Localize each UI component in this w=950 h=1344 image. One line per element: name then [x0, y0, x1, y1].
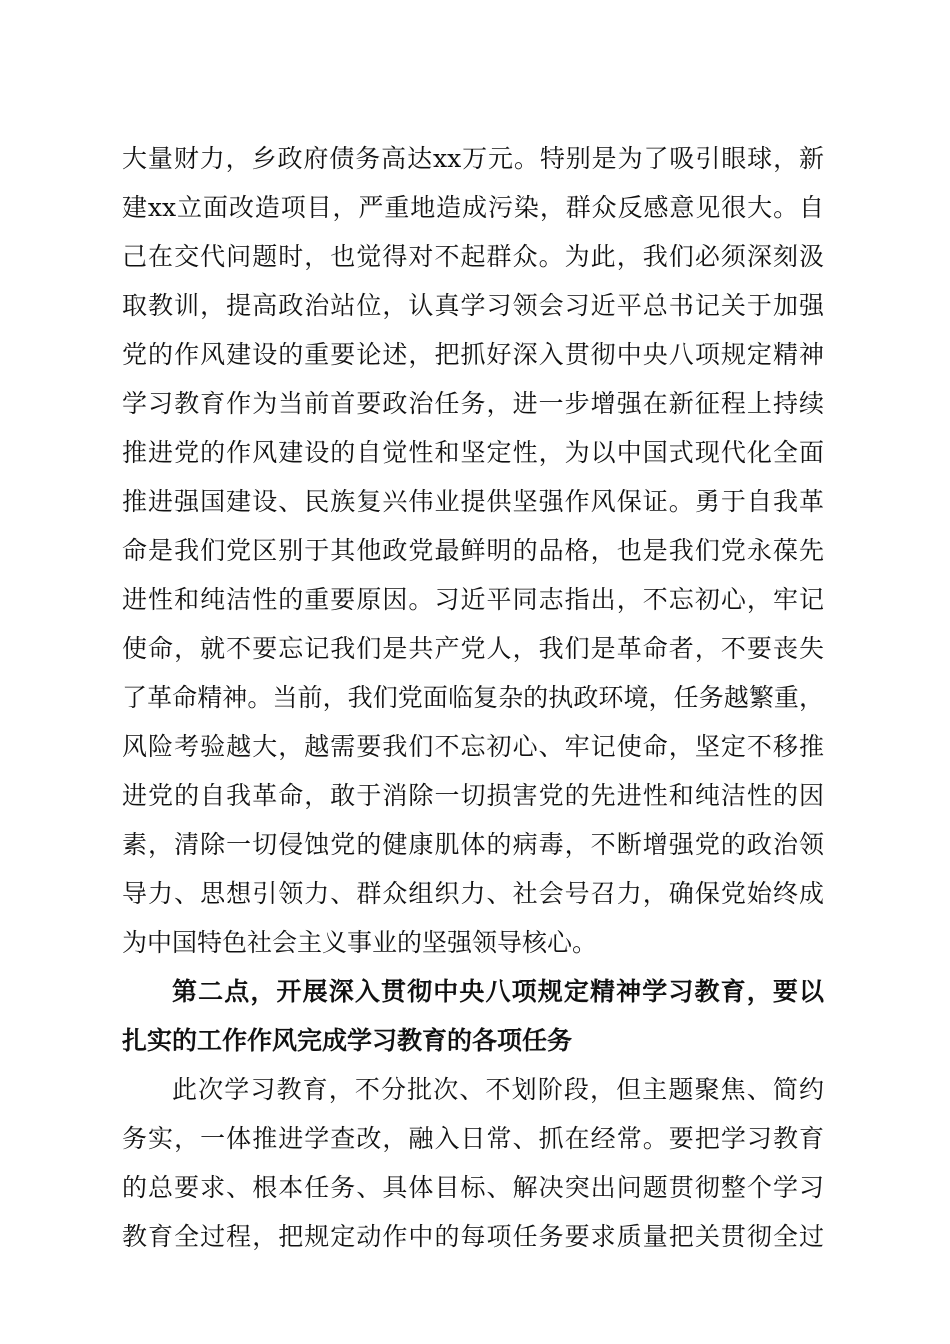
- text-line: 风险考验越大，越需要我们不忘初心、牢记使命，坚定不移推: [122, 732, 824, 761]
- paragraph-2: [122, 1065, 824, 1261]
- text-line: 进性和纯洁性的重要原因。习近平同志指出，不忘初心，牢记: [122, 585, 824, 614]
- heading-line: 扎实的工作作风完成学习教育的各项任务: [122, 1026, 573, 1055]
- text-line: 推进强国建设、民族复兴伟业提供坚强作风保证。勇于自我革: [122, 487, 824, 516]
- text-line: 导力、思想引领力、群众组织力、社会号召力，确保党始终成: [122, 879, 824, 908]
- text-line: 取教训，提高政治站位，认真学习领会习近平总书记关于加强: [122, 291, 824, 320]
- text-line: 此次学习教育，不分批次、不划阶段，但主题聚焦、简约: [172, 1075, 824, 1104]
- text-line: 建xx立面改造项目，严重地造成污染，群众反感意见很大。自: [122, 193, 824, 222]
- text-line: 了革命精神。当前，我们党面临复杂的执政环境，任务越繁重，: [122, 683, 824, 712]
- paragraph-1: [122, 134, 824, 967]
- text-line: 大量财力，乡政府债务高达xx万元。特别是为了吸引眼球，新: [122, 144, 824, 173]
- section-heading: [122, 967, 824, 1065]
- text-line: 教育全过程，把规定动作中的每项任务要求质量把关贯彻全过: [122, 1222, 824, 1251]
- text-line: 为中国特色社会主义事业的坚强领导核心。: [122, 928, 598, 957]
- text-line: 使命，就不要忘记我们是共产党人，我们是革命者，不要丧失: [122, 634, 824, 663]
- text-line: 素，清除一切侵蚀党的健康肌体的病毒，不断增强党的政治领: [122, 830, 824, 859]
- text-line: 命是我们党区别于其他政党最鲜明的品格，也是我们党永葆先: [122, 536, 824, 565]
- heading-line: 第二点，开展深入贯彻中央八项规定精神学习教育，要以: [172, 977, 824, 1006]
- text-line: 进党的自我革命，敢于消除一切损害党的先进性和纯洁性的因: [122, 781, 824, 810]
- document-body: [122, 134, 824, 1261]
- text-line: 己在交代问题时，也觉得对不起群众。为此，我们必须深刻汲: [122, 242, 824, 271]
- text-line: 推进党的作风建设的自觉性和坚定性，为以中国式现代化全面: [122, 438, 824, 467]
- text-line: 的总要求、根本任务、具体目标、解决突出问题贯彻整个学习: [122, 1173, 824, 1202]
- text-line: 党的作风建设的重要论述，把抓好深入贯彻中央八项规定精神: [122, 340, 824, 369]
- text-line: 学习教育作为当前首要政治任务，进一步增强在新征程上持续: [122, 389, 824, 418]
- text-line: 务实，一体推进学查改，融入日常、抓在经常。要把学习教育: [122, 1124, 824, 1153]
